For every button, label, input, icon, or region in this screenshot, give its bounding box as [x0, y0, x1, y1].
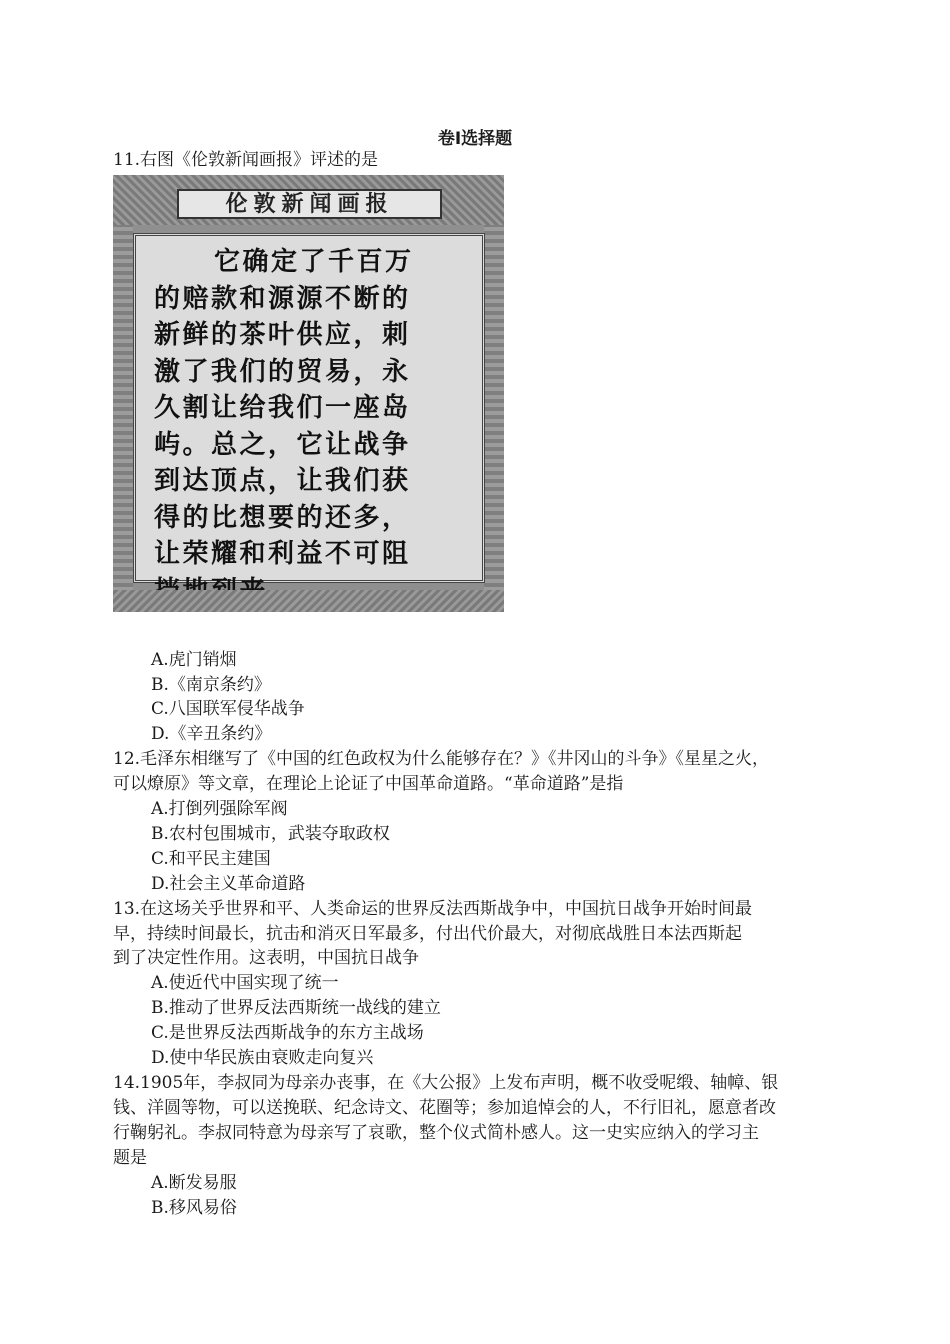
article-line: 得的比想要的还多， [154, 502, 411, 533]
article-line: 让荣耀和利益不可阻 [154, 539, 411, 569]
question-13-stem-line: 13.在这场关乎世界和平、人类命运的世界反法西斯战争中，中国抗日战争开始时间最 [113, 899, 753, 919]
question-11-option-c[interactable]: C.八国联军侵华战争 [151, 699, 305, 719]
question-11-option-d[interactable]: D.《辛丑条约》 [151, 724, 272, 744]
question-12-option-c[interactable]: C.和平民主建国 [151, 849, 271, 869]
newspaper-footer-band [113, 590, 504, 612]
question-12-stem-line: 可以燎原》等文章，在理论上论证了中国革命道路。“革命道路”是指 [113, 774, 624, 794]
newspaper-article [133, 233, 485, 583]
question-13-stem-line: 到了决定性作用。这表明，中国抗日战争 [113, 948, 419, 968]
question-12-option-b[interactable]: B.农村包围城市，武装夺取政权 [151, 824, 390, 844]
question-13-stem-line: 早，持续时间最长，抗击和消灭日军最多，付出代价最大，对彻底战胜日本法西斯起 [113, 924, 742, 944]
question-14-stem-line: 行鞠躬礼。李叔同特意为母亲写了哀歌，整个仪式简朴感人。这一史实应纳入的学习主 [113, 1123, 759, 1143]
question-11-option-a[interactable]: A.虎门销烟 [151, 650, 237, 670]
question-12-stem-line: 12.毛泽东相继写了《中国的红色政权为什么能够存在？》《井冈山的斗争》《星星之火， [113, 749, 770, 769]
article-line: 到达顶点，让我们获 [154, 466, 411, 496]
question-12-option-a[interactable]: A.打倒列强除军阀 [151, 799, 288, 819]
question-14-stem-line: 钱、洋圆等物，可以送挽联、纪念诗文、花圈等；参加追悼会的人，不行旧礼，愿意者改 [113, 1098, 776, 1118]
question-14-stem-line: 14.1905年，李叔同为母亲办丧事，在《大公报》上发布声明，概不收受呢缎、轴幛、银 [113, 1073, 779, 1093]
question-12-option-d[interactable]: D.社会主义革命道路 [151, 874, 306, 894]
newspaper-clipping-image [113, 175, 504, 612]
article-line: 的赔款和源源不断的 [154, 283, 411, 314]
newspaper-border-left [113, 225, 133, 595]
question-13-option-a[interactable]: A.使近代中国实现了统一 [151, 973, 339, 993]
question-11-stem: 11.右图《伦敦新闻画报》评述的是 [113, 150, 379, 170]
newspaper-masthead: 伦敦新闻画报 [177, 189, 442, 219]
question-13-option-b[interactable]: B.推动了世界反法西斯统一战线的建立 [151, 998, 441, 1018]
newspaper-border-right [484, 225, 504, 595]
article-line: 新鲜的茶叶供应，刺 [154, 320, 411, 350]
question-13-option-c[interactable]: C.是世界反法西斯战争的东方主战场 [151, 1023, 424, 1043]
question-11-option-b[interactable]: B.《南京条约》 [151, 675, 271, 695]
article-line: 它确定了千百万 [214, 247, 414, 277]
question-13-option-d[interactable]: D.使中华民族由衰败走向复兴 [151, 1048, 374, 1068]
section-title: 卷Ⅰ选择题 [437, 129, 513, 149]
article-line: 激了我们的贸易，永 [154, 356, 411, 387]
article-line: 久割让给我们一座岛 [154, 393, 411, 423]
question-14-option-b[interactable]: B.移风易俗 [151, 1198, 237, 1218]
question-14-stem-line: 题是 [113, 1148, 147, 1168]
question-14-option-a[interactable]: A.断发易服 [151, 1173, 237, 1193]
article-line: 屿。总之，它让战争 [154, 429, 411, 460]
